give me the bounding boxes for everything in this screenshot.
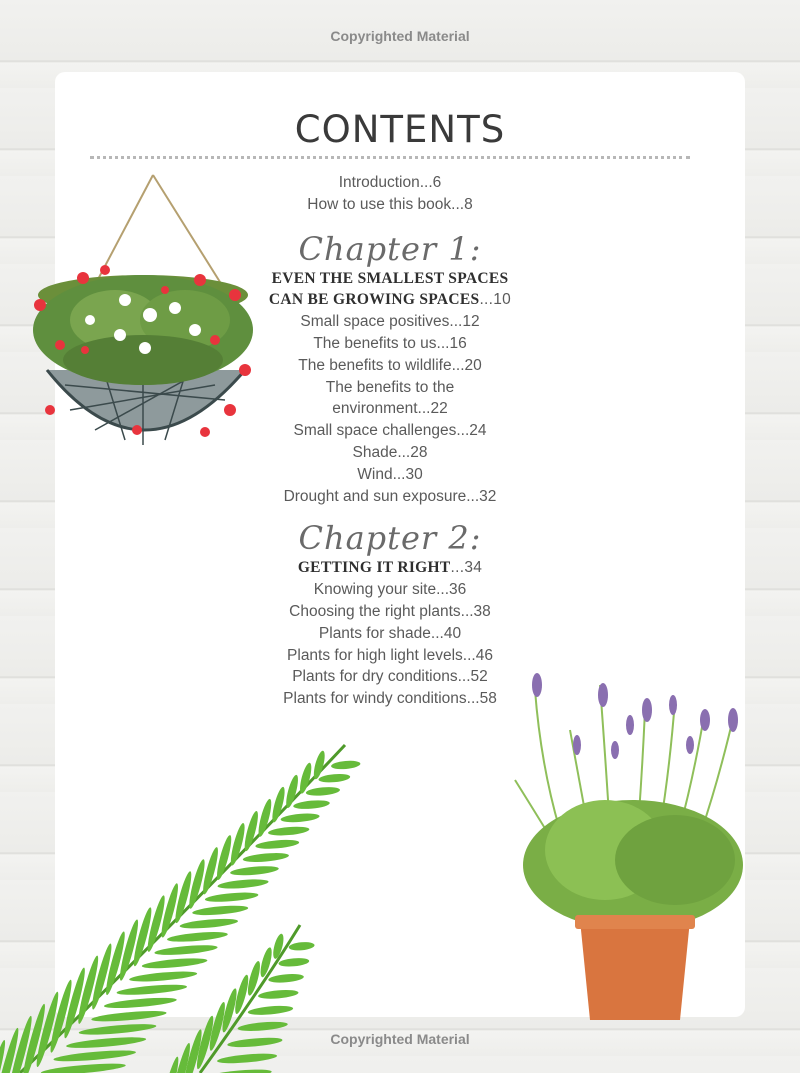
toc-entry: Plants for high light levels...46	[287, 646, 493, 664]
toc-entry: The benefits to us...16	[313, 334, 467, 352]
hanging-basket-illustration	[25, 170, 260, 450]
chapter-2-script-label: Chapter 2:	[298, 519, 482, 558]
toc-entry: Shade...28	[352, 443, 428, 461]
chapter-1-heading-line1: EVEN THE SMALLEST SPACES	[271, 269, 509, 287]
toc-entry-introduction: Introduction...6	[338, 174, 442, 191]
toc-entry: Knowing your site...36	[313, 581, 467, 599]
chapter-1-heading-line2: CAN BE GROWING SPACES...10	[268, 291, 512, 309]
toc-entry-how-to-use: How to use this book...8	[307, 195, 473, 213]
table-of-contents	[232, 172, 548, 710]
toc-entry: Plants for shade...40	[318, 624, 462, 642]
chapter-2-heading: GETTING IT RIGHT...34	[297, 559, 483, 577]
toc-entry: Small space positives...12	[300, 313, 480, 331]
title-divider	[90, 156, 690, 159]
toc-entry: environment...22	[332, 400, 448, 418]
toc-entry: The benefits to wildlife...20	[298, 356, 482, 374]
toc-entry: Plants for dry conditions...52	[292, 668, 488, 686]
copyright-watermark-top: Copyrighted Material	[330, 28, 470, 44]
toc-entry: Drought and sun exposure...32	[283, 487, 497, 505]
toc-entry: Choosing the right plants...38	[289, 602, 491, 620]
copyright-watermark-bottom: Copyrighted Material	[330, 1031, 470, 1047]
fern-frond-illustration	[0, 740, 470, 1073]
chapter-1-script-label: Chapter 1:	[298, 229, 482, 268]
toc-entry: Wind...30	[357, 465, 423, 483]
toc-entry: Small space challenges...24	[293, 422, 487, 440]
toc-entry: Plants for windy conditions...58	[283, 690, 497, 708]
toc-entry: The benefits to the	[325, 378, 455, 396]
page-title: CONTENTS	[294, 108, 506, 151]
potted-lavender-illustration	[505, 670, 765, 1030]
